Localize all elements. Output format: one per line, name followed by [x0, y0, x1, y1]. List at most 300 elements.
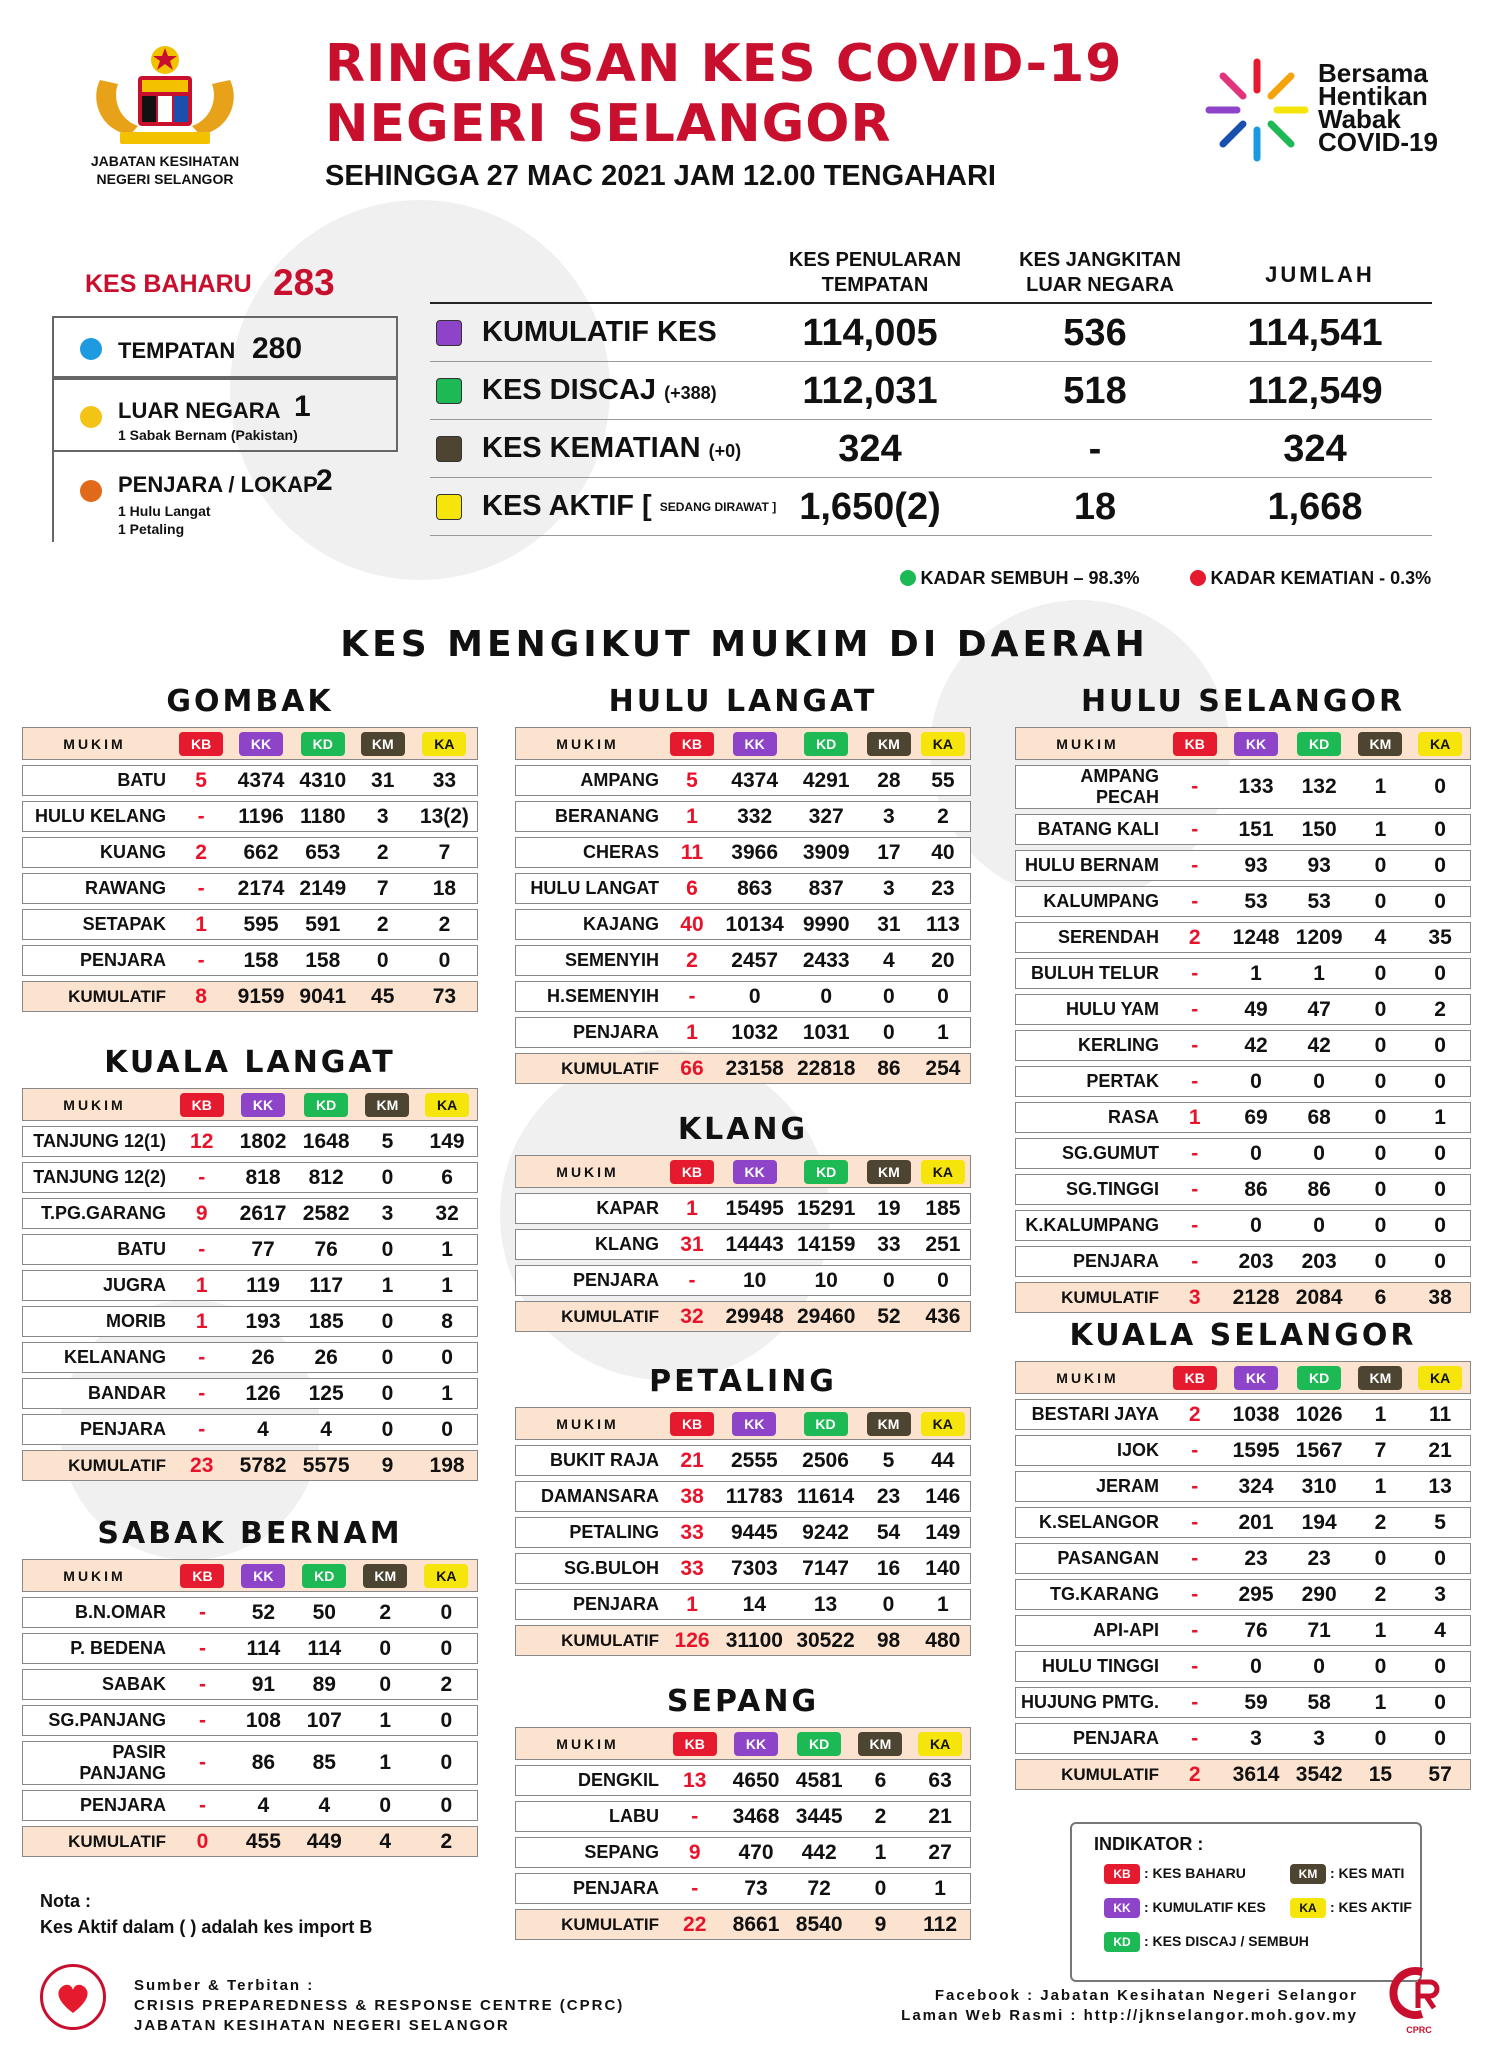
table-row [515, 1445, 971, 1476]
table-row [515, 1517, 971, 1548]
kk-cell: 9445 [719, 1517, 789, 1548]
mukim-cell: BATU [22, 1234, 172, 1265]
kb-cell: 13 [665, 1765, 724, 1796]
badge-kb: KB [180, 1093, 224, 1117]
kk-cell: 86 [233, 1741, 294, 1785]
kk-cell: 0 [1224, 1138, 1287, 1169]
ka-cell: 0 [416, 1790, 478, 1821]
ka-cell: 38 [1410, 1282, 1471, 1313]
kb-cell: - [1165, 1435, 1224, 1466]
ka-cell: 23 [916, 873, 971, 904]
kk-cell: 2457 [719, 945, 791, 976]
kk-cell: 14 [719, 1589, 789, 1620]
report-date: SEHINGGA 27 MAC 2021 JAM 12.00 TENGAHARI [325, 160, 996, 192]
kd-cell: 71 [1288, 1615, 1351, 1646]
kk-cell: 4374 [230, 765, 292, 796]
header-cell-km [851, 1727, 910, 1760]
km-cell: 86 [862, 1053, 916, 1084]
km-cell: 0 [861, 1589, 915, 1620]
badge-kd: KD [804, 1160, 848, 1184]
website-link[interactable]: Laman Web Rasmi : http://jknselangor.moh.gov.my [901, 2007, 1358, 2024]
mukim-cell: PASANGAN [1015, 1543, 1165, 1574]
kk-cell: 3468 [724, 1801, 787, 1832]
import-label: LUAR NEGARA [118, 398, 281, 423]
km-cell: 0 [358, 1234, 417, 1265]
kk-cell: 1196 [230, 801, 292, 832]
table-row [22, 1306, 478, 1337]
ka-cell: 21 [910, 1801, 971, 1832]
mukim-cell: KUMULATIF [1015, 1282, 1165, 1313]
km-cell: 0 [1351, 1723, 1410, 1754]
kb-cell: 2 [1165, 1759, 1224, 1790]
km-cell: 5 [358, 1126, 417, 1157]
kb-cell: - [172, 1342, 231, 1373]
note-title: Nota : [40, 1891, 91, 1911]
kk-cell: 26 [231, 1342, 294, 1373]
header-cell-kb [665, 1407, 719, 1440]
ka-cell: 251 [916, 1229, 971, 1260]
kk-cell: 324 [1224, 1471, 1287, 1502]
district-title: GOMBAK [166, 684, 334, 719]
header-cell-kk [231, 1088, 294, 1121]
kd-cell: 8540 [788, 1909, 851, 1940]
table-row [22, 801, 478, 832]
kb-cell: 8 [172, 981, 230, 1012]
header-cell-mukim: MUKIM [515, 1407, 665, 1440]
km-cell: 0 [862, 981, 916, 1012]
kk-cell: 295 [1224, 1579, 1287, 1610]
table-row [22, 909, 478, 940]
header-cell-kk [719, 727, 791, 760]
kk-cell: 23 [1224, 1543, 1287, 1574]
ka-cell: 1 [910, 1873, 971, 1904]
km-cell: 1 [851, 1837, 910, 1868]
kd-cell: 3542 [1288, 1759, 1351, 1790]
mukim-cell: HULU BERNAM [1015, 850, 1165, 881]
kb-cell: - [1165, 994, 1224, 1025]
header-cell-kk [724, 1727, 787, 1760]
badge-kb: KB [670, 1160, 714, 1184]
header-cell-km [862, 727, 916, 760]
kd-cell: 93 [1288, 850, 1351, 881]
kk-cell: 0 [1224, 1651, 1287, 1682]
header-cell-kb [665, 727, 719, 760]
header-cell-kd [788, 1727, 851, 1760]
green-square-icon [436, 378, 462, 404]
table-row [22, 1198, 478, 1229]
kd-cell: 58 [1288, 1687, 1351, 1718]
table-row [1015, 886, 1471, 917]
local-label: TEMPATAN [118, 338, 236, 363]
km-cell: 3 [862, 801, 916, 832]
ka-cell: 0 [1410, 886, 1471, 917]
mukim-cell: RAWANG [22, 873, 172, 904]
facebook-link[interactable]: Facebook : Jabatan Kesihatan Negeri Selangor [934, 1987, 1358, 2004]
badge-kk: KK [241, 1564, 285, 1588]
table-row [515, 1801, 971, 1832]
mukim-cell: AMPANG PECAH [1015, 765, 1165, 809]
mukim-cell: KUMULATIF [515, 1625, 665, 1656]
kb-cell: 9 [665, 1837, 724, 1868]
kk-cell: 595 [230, 909, 292, 940]
mukim-cell: LABU [515, 1801, 665, 1832]
km-cell: 1 [355, 1741, 416, 1785]
summary-import: - [1088, 428, 1102, 470]
kb-cell: - [172, 1633, 233, 1664]
mukim-cell: SEMENYIH [515, 945, 665, 976]
table-row [22, 1342, 478, 1373]
summary-label-text: KES KEMATIAN [482, 432, 701, 464]
legend-kk [1104, 1898, 1266, 1918]
kd-cell: 3445 [788, 1801, 851, 1832]
ka-cell: 6 [417, 1162, 478, 1193]
mukim-cell: TG.KARANG [1015, 1579, 1165, 1610]
kd-cell: 9242 [790, 1517, 862, 1548]
ka-cell: 27 [910, 1837, 971, 1868]
km-cell: 4 [1351, 922, 1410, 953]
mukim-cell: KAPAR [515, 1193, 665, 1224]
table-row [1015, 1066, 1471, 1097]
cprc-logo-text: CPRC [1406, 2025, 1432, 2035]
table-row [515, 837, 971, 868]
km-cell: 9 [358, 1450, 417, 1481]
kk-cell: 151 [1224, 814, 1287, 845]
badge-km: KM [867, 732, 911, 756]
header-cell-kd [790, 1155, 862, 1188]
kk-cell: 86 [1224, 1174, 1287, 1205]
district-petaling [515, 1362, 971, 1661]
mukim-cell: HULU TINGGI [1015, 1651, 1165, 1682]
summary-local: 112,031 [802, 370, 938, 412]
district-table [1015, 722, 1471, 1318]
header-cell-ka [412, 727, 478, 760]
summary-label [482, 432, 741, 465]
kd-cell: 114 [294, 1633, 355, 1664]
footer-source-line2: CRISIS PREPAREDNESS & RESPONSE CENTRE (CPRC) [134, 1997, 625, 2014]
kd-cell: 837 [790, 873, 862, 904]
ka-cell: 436 [916, 1301, 971, 1332]
badge-ka: KA [921, 1160, 965, 1184]
kb-cell: - [172, 1234, 231, 1265]
kd-cell: 290 [1288, 1579, 1351, 1610]
km-cell: 5 [861, 1445, 915, 1476]
kd-cell: 2582 [295, 1198, 358, 1229]
kk-cell: 201 [1224, 1507, 1287, 1538]
kd-cell: 117 [295, 1270, 358, 1301]
km-cell: 0 [1351, 1066, 1410, 1097]
summary-total: 1,668 [1267, 486, 1363, 528]
kd-cell: 9041 [292, 981, 354, 1012]
mukim-cell: KERLING [1015, 1030, 1165, 1061]
badge-ka: KA [422, 732, 466, 756]
district-title: KUALA SELANGOR [1069, 1318, 1417, 1353]
header-cell-km [861, 1407, 915, 1440]
badge-kd: KD [304, 1093, 348, 1117]
table-row [22, 1126, 478, 1157]
ka-cell: 480 [916, 1625, 971, 1656]
mukim-cell: PENJARA [22, 1414, 172, 1445]
kb-cell: - [1165, 1687, 1224, 1718]
header-cell-kb [172, 1088, 231, 1121]
kb-cell: - [172, 1162, 231, 1193]
kd-cell: 42 [1288, 1030, 1351, 1061]
kd-cell: 442 [788, 1837, 851, 1868]
table-header-row [22, 1559, 478, 1592]
table-row [22, 1597, 478, 1628]
badge-kk: KK [241, 1093, 285, 1117]
death-rate-text: KADAR KEMATIAN - 0.3% [1210, 568, 1432, 588]
ka-cell: 63 [910, 1765, 971, 1796]
mukim-cell: KUANG [22, 837, 172, 868]
mukim-cell: SETAPAK [22, 909, 172, 940]
mukim-cell: HULU LANGAT [515, 873, 665, 904]
ka-cell: 0 [1410, 1651, 1471, 1682]
table-row [22, 1270, 478, 1301]
ka-cell: 0 [1410, 1066, 1471, 1097]
kb-cell: 0 [172, 1826, 233, 1857]
table-header-row [515, 727, 971, 760]
mukim-cell: IJOK [1015, 1435, 1165, 1466]
ka-cell: 1 [417, 1378, 478, 1409]
header-cell-mukim: MUKIM [22, 1559, 172, 1592]
ka-cell: 0 [416, 1597, 478, 1628]
kb-cell: 1 [665, 1589, 719, 1620]
legend-kb-desc: : KES BAHARU [1144, 1865, 1246, 1881]
agency-line-2: NEGERI SELANGOR [96, 171, 234, 187]
kd-cell: 4291 [790, 765, 862, 796]
kd-cell: 9990 [790, 909, 862, 940]
header-cell-mukim: MUKIM [22, 727, 172, 760]
kk-cell: 126 [231, 1378, 294, 1409]
km-cell: 1 [1351, 1471, 1410, 1502]
km-cell: 0 [1351, 1210, 1410, 1241]
table-row [22, 1790, 478, 1821]
table-row [515, 801, 971, 832]
ka-cell: 0 [1410, 765, 1471, 809]
kk-cell: 7303 [719, 1553, 789, 1584]
kk-cell: 818 [231, 1162, 294, 1193]
kb-cell: 33 [665, 1553, 719, 1584]
district-table [515, 1402, 971, 1661]
kd-cell: 47 [1288, 994, 1351, 1025]
km-cell: 0 [358, 1162, 417, 1193]
km-cell: 3 [354, 801, 412, 832]
table-total-row [515, 1053, 971, 1084]
mukim-cell: BESTARI JAYA [1015, 1399, 1165, 1430]
mukim-cell: PETALING [515, 1517, 665, 1548]
brown-square-icon [436, 436, 462, 462]
ka-cell: 0 [1410, 1543, 1471, 1574]
table-header-row [22, 727, 478, 760]
header-cell-ka [910, 1727, 971, 1760]
badge-kb: KB [1173, 1366, 1217, 1390]
header-cell-ka [1410, 1361, 1471, 1394]
table-row [1015, 994, 1471, 1025]
ka-cell: 0 [1410, 958, 1471, 989]
local-cases-box [52, 316, 398, 378]
kb-cell: - [1165, 958, 1224, 989]
ka-cell: 0 [916, 1265, 971, 1296]
kk-cell: 158 [230, 945, 292, 976]
summary-row-active [430, 478, 1432, 536]
header-cell-ka [916, 1155, 971, 1188]
km-cell: 0 [354, 945, 412, 976]
campaign-line-1: Bersama [1318, 58, 1428, 88]
header-cell-kb [172, 1559, 233, 1592]
summary-row-discharged [430, 362, 1432, 420]
mukim-cell: PENJARA [515, 1017, 665, 1048]
mukim-cell: K.KALUMPANG [1015, 1210, 1165, 1241]
kd-cell: 1031 [790, 1017, 862, 1048]
kk-cell: 31100 [719, 1625, 789, 1656]
km-cell: 2 [355, 1597, 416, 1628]
kb-cell: - [172, 1790, 233, 1821]
kd-cell: 4310 [292, 765, 354, 796]
kk-cell: 3966 [719, 837, 791, 868]
kb-cell: 1 [665, 1193, 719, 1224]
kd-cell: 14159 [790, 1229, 862, 1260]
kb-cell: - [172, 1705, 233, 1736]
mukim-cell: JERAM [1015, 1471, 1165, 1502]
table-row [1015, 814, 1471, 845]
badge-kb: KB [180, 1564, 224, 1588]
km-cell: 0 [1351, 1174, 1410, 1205]
kb-cell: - [172, 1669, 233, 1700]
badge-km: KM [858, 1732, 902, 1756]
kk-cell: 59 [1224, 1687, 1287, 1718]
ka-cell: 20 [916, 945, 971, 976]
kk-cell: 470 [724, 1837, 787, 1868]
badge-ka: KA [1418, 732, 1462, 756]
kb-cell: - [1165, 1471, 1224, 1502]
district-table [515, 722, 971, 1089]
header-cell-ka [417, 1088, 478, 1121]
col-header-import-line1: KES JANGKITAN [1019, 249, 1181, 271]
kb-cell: - [172, 1741, 233, 1785]
table-row [22, 837, 478, 868]
kd-cell: 53 [1288, 886, 1351, 917]
table-row [1015, 922, 1471, 953]
kk-cell: 53 [1224, 886, 1287, 917]
table-row [22, 1234, 478, 1265]
kk-cell: 10134 [719, 909, 791, 940]
kd-cell: 7147 [790, 1553, 862, 1584]
km-cell: 1 [1351, 1615, 1410, 1646]
kd-cell: 2149 [292, 873, 354, 904]
kd-cell: 449 [294, 1826, 355, 1857]
ka-cell: 1 [916, 1017, 971, 1048]
kb-cell: 1 [1165, 1102, 1224, 1133]
kb-cell: 6 [665, 873, 719, 904]
kd-cell: 158 [292, 945, 354, 976]
table-header-row [1015, 727, 1471, 760]
mukim-cell: SG.TINGGI [1015, 1174, 1165, 1205]
table-row [22, 1414, 478, 1445]
mukim-cell: API-API [1015, 1615, 1165, 1646]
kd-cell: 203 [1288, 1246, 1351, 1277]
table-total-row [515, 1625, 971, 1656]
ka-cell: 254 [916, 1053, 971, 1084]
ka-cell: 1 [916, 1589, 971, 1620]
badge-kd: KD [804, 1412, 848, 1436]
badge-kd: KD [302, 1564, 346, 1588]
ka-cell: 149 [916, 1517, 971, 1548]
ka-cell: 44 [916, 1445, 971, 1476]
kk-cell: 5782 [231, 1450, 294, 1481]
header-cell-kk [1224, 1361, 1287, 1394]
mukim-cell: KUMULATIF [515, 1053, 665, 1084]
badge-kb: KB [179, 732, 223, 756]
page-title [325, 34, 1185, 154]
kk-cell: 1038 [1224, 1399, 1287, 1430]
badge-ka: KA [918, 1732, 962, 1756]
kb-cell: - [1165, 1246, 1224, 1277]
district-table [22, 1554, 478, 1862]
km-cell: 2 [1351, 1507, 1410, 1538]
district-title: SABAK BERNAM [97, 1516, 403, 1551]
mukim-cell: BATANG KALI [1015, 814, 1165, 845]
mukim-cell: PENJARA [1015, 1246, 1165, 1277]
kb-cell: - [172, 1414, 231, 1445]
km-cell: 98 [861, 1625, 915, 1656]
district-sabak-bernam [22, 1514, 478, 1862]
kk-cell: 0 [719, 981, 791, 1012]
header-cell-mukim: MUKIM [22, 1088, 172, 1121]
header-cell-kk [230, 727, 292, 760]
table-row [515, 1837, 971, 1868]
table-row [22, 1162, 478, 1193]
kb-cell: 11 [665, 837, 719, 868]
col-header-import [995, 248, 1205, 298]
mukim-cell: T.PG.GARANG [22, 1198, 172, 1229]
kd-cell: 2433 [790, 945, 862, 976]
km-cell: 6 [1351, 1282, 1410, 1313]
header-cell-km [1351, 727, 1410, 760]
kb-cell: - [665, 1265, 719, 1296]
kd-cell: 68 [1288, 1102, 1351, 1133]
ka-cell: 0 [916, 981, 971, 1012]
kk-cell: 0 [1224, 1210, 1287, 1241]
mukim-cell: HULU KELANG [22, 801, 172, 832]
table-row [515, 765, 971, 796]
kb-cell: 2 [665, 945, 719, 976]
district-title: KLANG [677, 1112, 809, 1147]
km-cell: 6 [851, 1765, 910, 1796]
red-dot-icon [1190, 570, 1206, 586]
kk-cell: 0 [1224, 1066, 1287, 1097]
summary-label-note: (+0) [708, 441, 742, 461]
km-cell: 4 [355, 1826, 416, 1857]
mukim-cell: KALUMPANG [1015, 886, 1165, 917]
table-header-row [515, 1727, 971, 1760]
district-kuala-langat [22, 1043, 478, 1486]
table-row [1015, 958, 1471, 989]
kk-cell: 1 [1224, 958, 1287, 989]
mukim-cell: JUGRA [22, 1270, 172, 1301]
col-header-import-line2: LUAR NEGARA [1026, 274, 1174, 296]
km-cell: 54 [861, 1517, 915, 1548]
header-cell-kd [294, 1559, 355, 1592]
mukim-cell: PERTAK [1015, 1066, 1165, 1097]
kd-cell: 107 [294, 1705, 355, 1736]
km-cell: 3 [862, 873, 916, 904]
table-row [22, 1378, 478, 1409]
campaign-line-2: Hentikan [1318, 81, 1428, 111]
header-cell-ka [916, 1407, 971, 1440]
header-cell-km [354, 727, 412, 760]
table-row [1015, 765, 1471, 809]
kk-cell: 4 [231, 1414, 294, 1445]
